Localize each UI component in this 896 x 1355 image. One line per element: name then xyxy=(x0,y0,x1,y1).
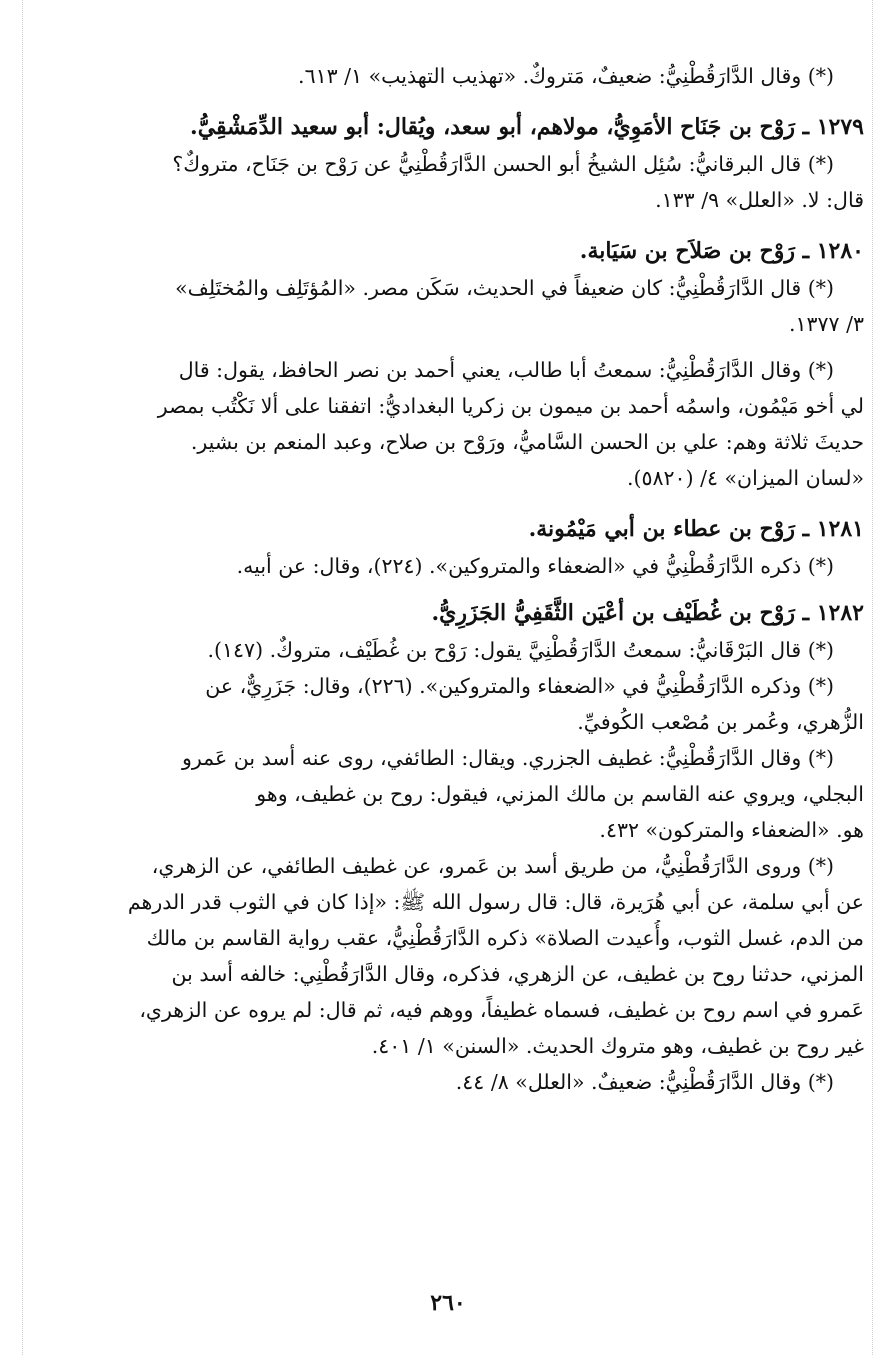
text-line: من الدم، غسل الثوب، وأُعيدت الصلاة» ذكره الدَّارَقُطْنِيُّ، عقب رواية القاسم بن مالك xyxy=(146,926,864,950)
text-line: (*) وقال الدَّارَقُطْنِيُّ: ضعيفٌ. «العلل» ٨/ ٤٤. xyxy=(455,1070,834,1094)
text-line: (*) قال البرقانيُّ: سُئِل الشيخُ أبو الحسن الدَّارَقُطْنِيُّ عن رَوْح بن جَنَاح، متروكٌ؟ xyxy=(172,152,834,176)
text-line: عن أبي سلمة، عن أبي هُرَيرة، قال: قال رسول الله ﷺ: «إذا كان في الثوب قدر الدرهم xyxy=(127,890,864,914)
text-line: غير روح بن غطيف، وهو متروك الحديث. «السنن» ١/ ٤٠١. xyxy=(371,1034,864,1058)
entry-heading-1281: ١٢٨١ ـ رَوْح بن عطاء بن أبي مَيْمُونة. xyxy=(528,516,864,542)
page-number: ٢٦٠ xyxy=(430,1290,466,1316)
text-line: (*) قال البَرْقَانيُّ: سمعتُ الدَّارَقُطْنِيَّ يقول: رَوْح بن غُطَيْف، متروكٌ. (١٤٧). xyxy=(207,638,834,662)
entry-heading-1282: ١٢٨٢ ـ رَوْح بن غُطَيْف بن أعْيَن الثَّقَفِيُّ الجَزَرِيُّ. xyxy=(431,600,864,626)
margin-guide-left xyxy=(22,0,23,1355)
text-line: عَمرو في اسم روح بن غطيف، فسماه غطيفاً، ووهم فيه، ثم قال: لم يروه عن الزهري، xyxy=(139,998,864,1022)
text-line: البجلي، ويروي عنه القاسم بن مالك المزني، فيقول: روح بن غطيف، وهو xyxy=(256,782,864,806)
entry-heading-1280: ١٢٨٠ ـ رَوْح بن صَلاَح بن سَيَابة. xyxy=(579,238,864,264)
text-line: قال: لا. «العلل» ٩/ ١٣٣. xyxy=(655,188,864,212)
text-line: المزني، حدثنا روح بن غطيف، عن الزهري، فذكره، وقال الدَّارَقُطْنِي: خالفه أسد بن xyxy=(171,962,864,986)
text-line: لي أخو مَيْمُون، واسمُه أحمد بن ميمون بن زكريا البغداديُّ: اتفقنا على ألا نَكْتُب بمصر xyxy=(157,394,864,418)
text-line: (*) وذكره الدَّارَقُطْنِيُّ في «الضعفاء والمتروكين». (٢٢٦)، وقال: جَزَرِيٌّ، عن xyxy=(205,674,834,698)
margin-guide-right xyxy=(872,0,873,1355)
text-line: (*) وقال الدَّارَقُطْنِيُّ: سمعتُ أبا طالب، يعني أحمد بن نصر الحافظ، يقول: قال xyxy=(178,358,834,382)
text-line: (*) ذكره الدَّارَقُطْنِيُّ في «الضعفاء والمتروكين». (٢٢٤)، وقال: عن أبيه. xyxy=(236,554,834,578)
text-line: هو. «الضعفاء والمتركون» ٤٣٢. xyxy=(599,818,864,842)
text-line: حديثَ ثلاثة وهم: علي بن الحسن السَّاميُّ، ورَوْح بن صلاح، وعبد المنعم بن بشير. xyxy=(190,430,864,454)
text-line: ٣/ ١٣٧٧. xyxy=(788,312,864,336)
entry-heading-1279: ١٢٧٩ ـ رَوْح بن جَنَاح الأمَوِيُّ، مولاهم، أبو سعد، ويُقال: أبو سعيد الدِّمَشْقِيُّ. xyxy=(190,114,864,140)
text-line: الزُّهري، وعُمر بن مُصْعب الكُوفيِّ. xyxy=(577,710,864,734)
text-line: (*) وقال الدَّارَقُطْنِيُّ: ضعيفٌ، مَتروكٌ. «تهذيب التهذيب» ١/ ٦١٣. xyxy=(298,64,834,88)
text-line: «لسان الميزان» ٤/ (٥٨٢٠). xyxy=(627,466,864,490)
page-body xyxy=(38,58,864,1100)
text-line: (*) وقال الدَّارَقُطْنِيُّ: غطيف الجزري. ويقال: الطائفي، روى عنه أسد بن عَمرو xyxy=(181,746,834,770)
text-line: (*) وروى الدَّارَقُطْنِيُّ، من طريق أسد بن عَمرو، عن غطيف الطائفي، عن الزهري، xyxy=(151,854,834,878)
text-line: (*) قال الدَّارَقُطْنِيُّ: كان ضعيفاً في الحديث، سَكَن مصر. «المُؤتَلِف والمُختَلِف» xyxy=(175,276,834,300)
